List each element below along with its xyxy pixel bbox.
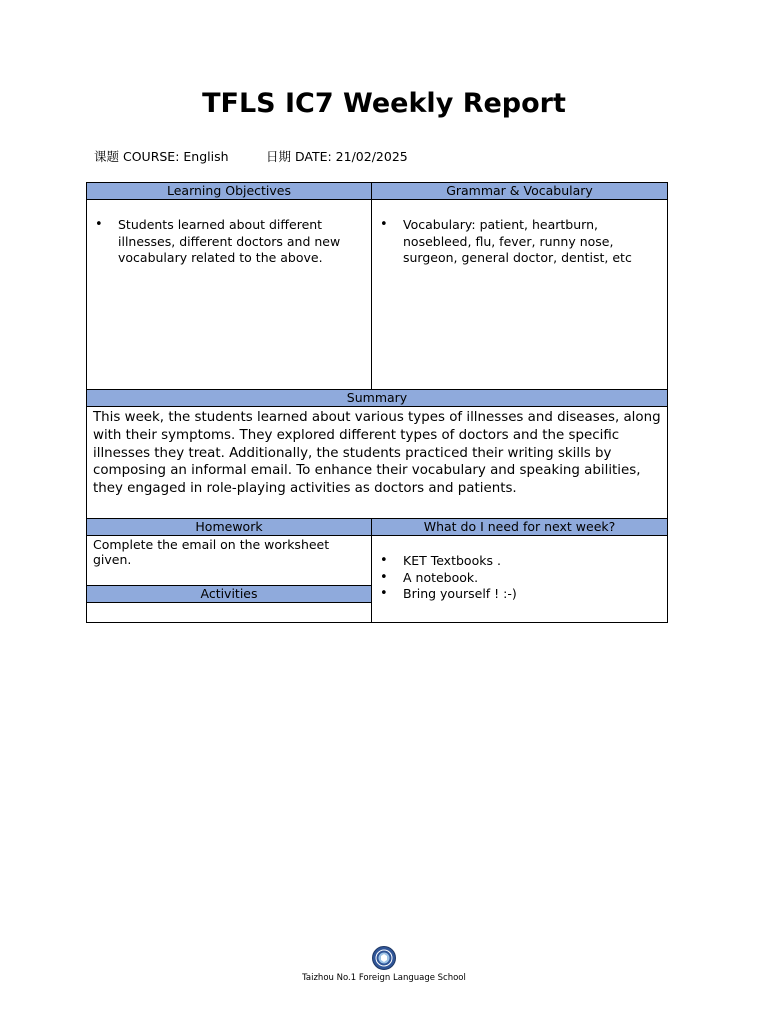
homework-header: Homework xyxy=(86,518,372,536)
homework-cell xyxy=(86,535,372,586)
next-week-cell xyxy=(371,535,668,623)
list-item: • Bring yourself ! :-) xyxy=(373,586,659,603)
summary-header: Summary xyxy=(86,389,668,407)
next-week-header: What do I need for next week? xyxy=(371,518,668,536)
footer xyxy=(0,946,768,983)
grammar-vocabulary-header: Grammar & Vocabulary xyxy=(371,182,668,200)
summary-text: This week, the students learned about various types of illnesses and diseases, along with their symptoms. They explored different types of doctors and the specific illnesses they treat. Additionally, the students practiced their writing skills by composing an informal email. To enhance their vocabulary and speaking abilities, they engaged in role-playing activities as doctors and patients. xyxy=(86,406,668,519)
list-item: • Vocabulary: patient, heartburn, nosebleed, flu, fever, runny nose, surgeon, general doctor, dentist, etc xyxy=(373,217,659,267)
list-item: • A notebook. xyxy=(373,570,659,587)
list-item: • Students learned about different illnesses, different doctors and new vocabulary related to the above. xyxy=(88,217,363,267)
grammar-vocabulary-list xyxy=(373,217,659,267)
learning-objectives-header: Learning Objectives xyxy=(86,182,372,200)
school-name: Taizhou No.1 Foreign Language School xyxy=(302,973,466,983)
activities-cell xyxy=(86,602,372,623)
list-item: • KET Textbooks . xyxy=(373,553,659,570)
school-emblem-icon xyxy=(372,946,396,970)
grammar-vocabulary-cell xyxy=(371,199,668,390)
course-label: 课题 COURSE: English xyxy=(94,149,229,164)
learning-objectives-list xyxy=(88,217,363,267)
activities-header: Activities xyxy=(86,585,372,603)
page-title: TFLS IC7 Weekly Report xyxy=(202,88,566,119)
learning-objectives-cell xyxy=(86,199,372,390)
date-label: 日期 DATE: 21/02/2025 xyxy=(266,149,408,164)
homework-text: Complete the email on the worksheet given. xyxy=(93,537,330,567)
next-week-list xyxy=(373,553,659,603)
course-date-line xyxy=(94,147,408,165)
